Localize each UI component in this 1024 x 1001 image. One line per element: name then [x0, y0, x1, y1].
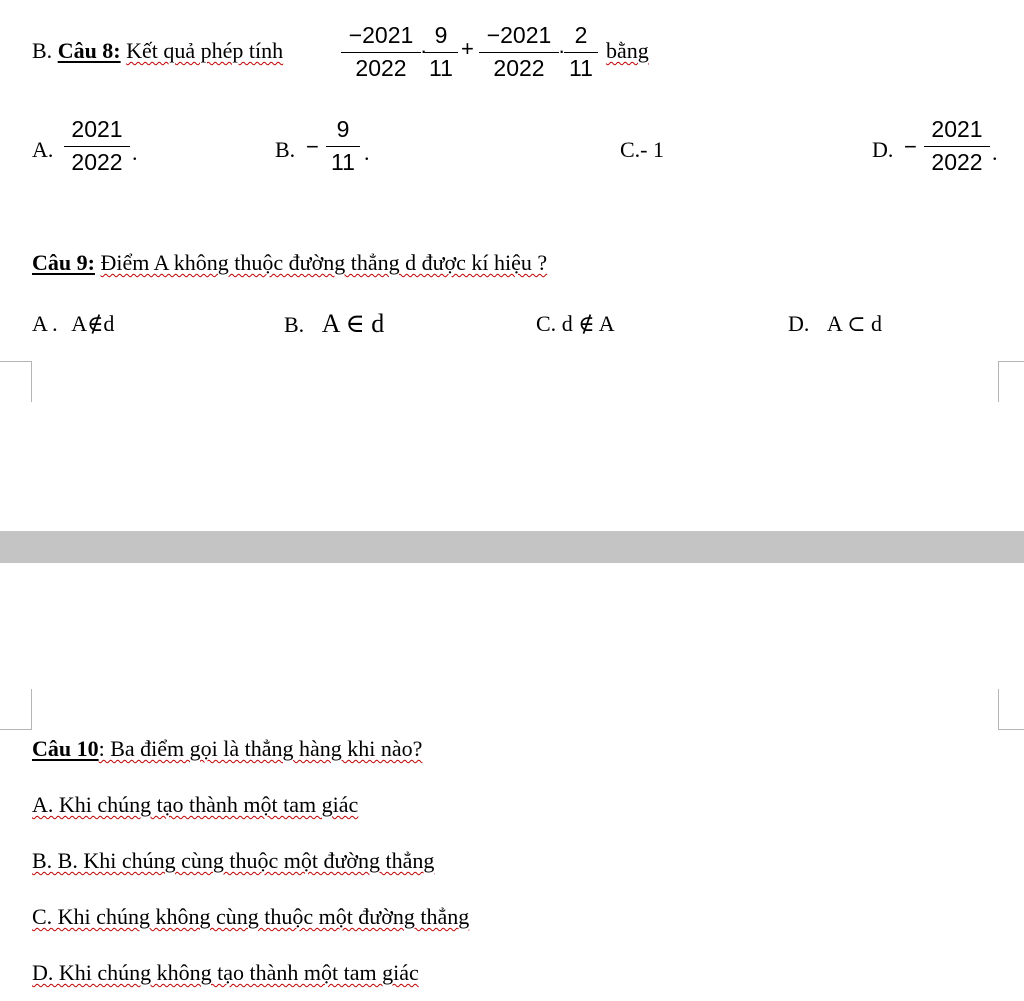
- q8-label: Câu 8:: [57, 38, 121, 63]
- q8-fraction-3-numerator: −2021: [486, 22, 552, 48]
- q9-line: [32, 252, 547, 274]
- q8-fraction-4-denominator: 11: [569, 55, 593, 81]
- page-break-gap: [0, 531, 1024, 563]
- q10-option-c: C. Khi chúng không cùng thuộc một đường thẳng: [32, 904, 470, 929]
- q8-fraction-2-numerator: 9: [434, 22, 448, 48]
- fraction-bar: [564, 52, 598, 53]
- q8-plus-sign: +: [461, 36, 474, 61]
- q8-fraction-3-denominator: 2022: [493, 55, 545, 81]
- q8-option-d-numerator: 2021: [931, 116, 983, 142]
- q9-option-a-label: A .: [32, 311, 58, 336]
- q8-suffix: bằng: [606, 38, 649, 63]
- q8-line: [32, 40, 283, 62]
- q8-fraction-4: [564, 24, 598, 80]
- fraction-bar: [326, 146, 360, 147]
- q8-option-b-denominator: 11: [331, 149, 355, 175]
- q8-option-d-fraction: [924, 118, 990, 174]
- q8-option-b-fraction: [326, 118, 360, 174]
- q8-multiply-dot-1: ·: [420, 38, 428, 63]
- q8-option-b-end: .: [364, 140, 370, 165]
- q8-multiply-dot-2: ·: [558, 38, 566, 63]
- q8-fraction-1-denominator: 2022: [355, 55, 407, 81]
- q9-option-b: [284, 311, 384, 337]
- q9-option-c: [536, 313, 615, 335]
- q10-text: : Ba điểm gọi là thẳng hàng khi nào?: [98, 736, 423, 761]
- q8-option-a-denominator: 2022: [71, 149, 123, 175]
- q8-option-a-end: .: [132, 140, 138, 165]
- q8-option-b-numerator: 9: [336, 116, 350, 142]
- q8-option-a-label: A.: [32, 137, 54, 162]
- q8-fraction-1: [341, 24, 421, 80]
- q8-text: Kết quả phép tính: [126, 38, 284, 63]
- q8-option-d-denominator: 2022: [931, 149, 983, 175]
- q8-option-c: C.- 1: [620, 137, 664, 162]
- crop-mark-bottom-left: [0, 361, 32, 402]
- q9-option-c-label: C.: [536, 311, 557, 336]
- crop-mark-top-right: [998, 689, 1024, 730]
- q8-option-d-end: .: [992, 140, 998, 165]
- q9-option-c-value: d ∉ A: [561, 311, 615, 336]
- q9-label: Câu 9:: [32, 250, 95, 275]
- q9-option-a: [32, 313, 114, 335]
- fraction-bar: [64, 146, 130, 147]
- q8-fraction-1-numerator: −2021: [348, 22, 414, 48]
- q8-option-a-fraction: [64, 118, 130, 174]
- q8-fraction-2-denominator: 11: [429, 55, 453, 81]
- q8-prefix: B.: [32, 38, 53, 63]
- q10-option-d: D. Khi chúng không tạo thành một tam giác: [32, 960, 419, 985]
- q8-fraction-4-numerator: 2: [574, 22, 588, 48]
- q8-fraction-3: [479, 24, 559, 80]
- q9-option-b-label: B.: [284, 312, 305, 337]
- q10-line: [32, 738, 422, 760]
- q8-option-d-label: D.: [872, 137, 894, 162]
- q9-option-d: [788, 313, 882, 335]
- q9-text: Điểm A không thuộc đường thẳng d được kí hiệu ?: [100, 250, 548, 275]
- q8-option-d-minus: −: [904, 134, 917, 159]
- q9-option-b-value: A ∈ d: [321, 309, 385, 338]
- crop-mark-bottom-right: [998, 361, 1024, 402]
- fraction-bar: [479, 52, 559, 53]
- fraction-bar: [341, 52, 421, 53]
- q10-label: Câu 10: [32, 736, 99, 761]
- q8-fraction-2: [424, 24, 458, 80]
- q8-option-b-label: B.: [275, 137, 296, 162]
- fraction-bar: [924, 146, 990, 147]
- q8-option-b-minus: −: [306, 134, 319, 159]
- q10-option-b: B. B. Khi chúng cùng thuộc một đường thẳng: [32, 848, 435, 873]
- q10-option-a: A. Khi chúng tạo thành một tam giác: [32, 792, 359, 817]
- q8-option-a-numerator: 2021: [71, 116, 123, 142]
- fraction-bar: [424, 52, 458, 53]
- q9-option-a-value: A∉d: [71, 311, 115, 336]
- q9-option-d-value: A ⊂ d: [826, 311, 882, 336]
- crop-mark-top-left: [0, 689, 32, 730]
- q9-option-d-label: D.: [788, 311, 810, 336]
